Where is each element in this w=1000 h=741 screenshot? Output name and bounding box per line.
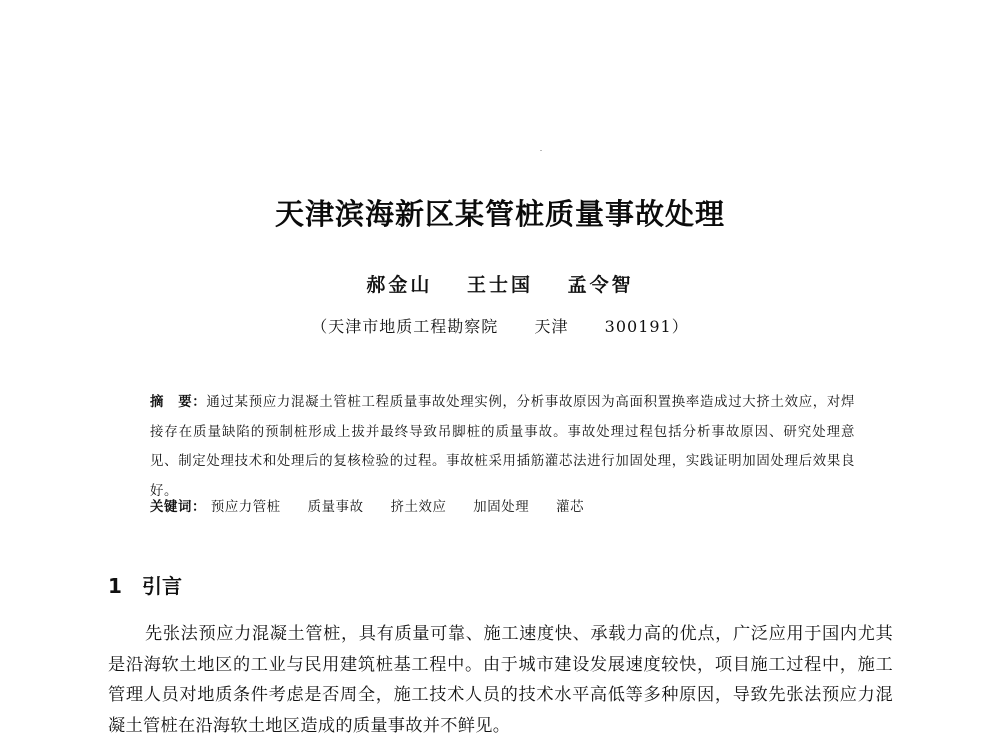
paper-title: 天津滨海新区某管桩质量事故处理	[274, 197, 725, 231]
abstract-text: 通过某预应力混凝土管桩工程质量事故处理实例，分析事故原因为高面积置换率造成过大挤土效应，对焊接存在质量缺陷的预制桩形成上拔并最终导致吊脚桩的质量事故。事故处理过程包括分析事故原因、研究处理意见、制定处理技术和处理后的复核检验的过程。事故桩采用插筋灌芯法进行加固处理，实践证明加固处理后效果良好。	[150, 395, 855, 499]
section-paragraph: 先张法预应力混凝土管桩，具有质量可靠、施工速度快、承载力高的优点，广泛应用于国内尤其是沿海软土地区的工业与民用建筑桩基工程中。由于城市建设发展速度较快，项目施工过程中，施工管理人员对地质条件考虑是否周全，施工技术人员的技术水平高低等多种原因，导致先张法预应力混凝土管桩在沿海软土地区造成的质量事故并不鲜见。	[108, 624, 893, 736]
affiliation-postcode: 300191）	[604, 317, 689, 336]
section-heading	[108, 570, 182, 599]
keyword-item: 挤土效应	[390, 500, 447, 515]
author-list	[0, 270, 1000, 297]
author-3: 孟令智	[567, 274, 634, 296]
keyword-item: 加固处理	[473, 500, 530, 515]
section-number: 1	[108, 574, 122, 598]
author-1: 郝金山	[366, 274, 433, 296]
keywords	[150, 496, 855, 515]
affiliation-org: （天津市地质工程勘察院	[311, 317, 499, 336]
author-2: 王士国	[466, 274, 533, 296]
abstract	[150, 388, 855, 506]
abstract-label: 摘 要：	[150, 395, 207, 410]
keyword-item: 质量事故	[307, 500, 364, 515]
keywords-label: 关键词：	[150, 500, 206, 515]
affiliation	[0, 314, 1000, 337]
keyword-item: 预应力管桩	[210, 500, 281, 515]
keyword-item: 灌芯	[556, 500, 585, 515]
scan-speck	[540, 150, 542, 151]
section-title: 引言	[142, 574, 182, 598]
affiliation-city: 天津	[534, 317, 569, 336]
